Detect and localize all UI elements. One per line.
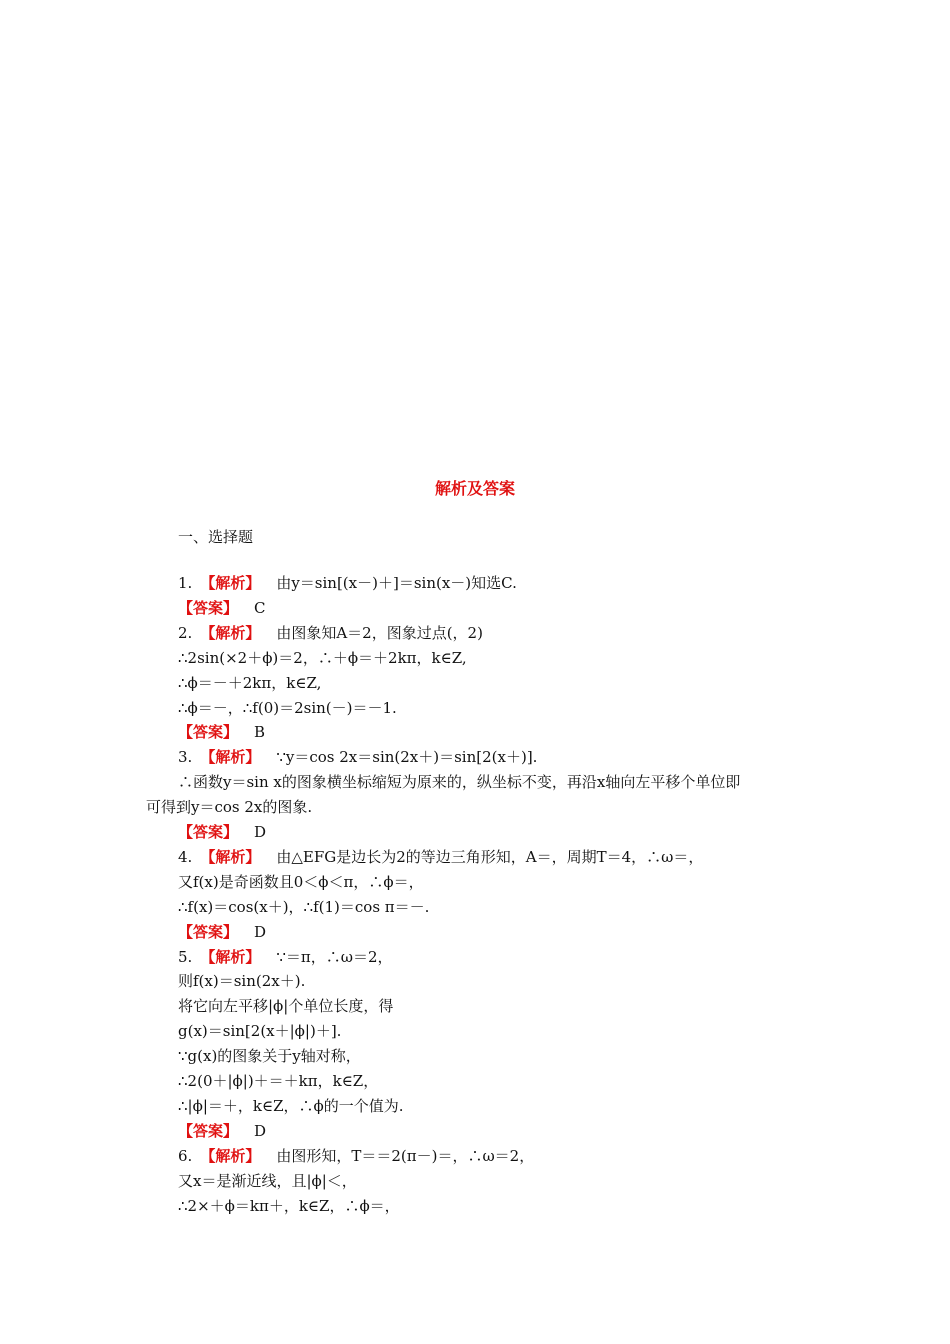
text-line <box>178 770 740 795</box>
answer-line <box>178 920 266 945</box>
text-line <box>178 1169 357 1194</box>
text-line <box>178 646 467 671</box>
text-line <box>178 969 305 994</box>
answer-tag: 【答案】 <box>178 723 239 742</box>
section-heading: 一、选择题 <box>178 528 254 546</box>
question-number: 2. <box>178 623 193 642</box>
answer-tag: 【答案】 <box>178 598 239 617</box>
analysis-line <box>178 945 393 970</box>
line-text: C <box>254 598 266 617</box>
text-line <box>178 671 321 696</box>
line-text: 由△EFG是边长为2的等边三角形知，A＝，周期T＝4，∴ω＝， <box>276 847 704 866</box>
line-text: 由图形知，T＝＝2(π－)＝，∴ω＝2， <box>276 1146 535 1165</box>
question-number: 5. <box>178 947 193 966</box>
line-text: ∴函数y＝sin x的图象横坐标缩短为原来的，纵坐标不变，再沿x轴向左平移个单位即 <box>178 773 741 792</box>
line-text: ∴2sin(×2＋ϕ)＝2，∴＋ϕ＝＋2kπ，k∈Z, <box>178 648 467 667</box>
line-text: 可得到y＝cos 2x的图象. <box>146 798 313 817</box>
answer-tag: 【答案】 <box>178 1121 239 1140</box>
text-line <box>146 795 312 820</box>
answer-tag: 【答案】 <box>178 922 239 941</box>
line-text: ∴|ϕ|＝＋，k∈Z，∴ϕ的一个值为. <box>178 1096 404 1115</box>
text-line <box>178 1194 400 1219</box>
line-text: ∴ϕ＝－，∴f(0)＝2sin(－)＝－1. <box>178 698 397 717</box>
question-number: 4. <box>178 847 193 866</box>
text-line <box>178 895 429 920</box>
analysis-line <box>178 845 703 870</box>
answer-line <box>178 820 266 845</box>
analysis-tag: 【解析】 <box>200 847 261 866</box>
analysis-line <box>178 571 517 596</box>
answer-line <box>178 596 266 621</box>
text-line <box>178 1044 361 1069</box>
line-text: ∴2(0＋|ϕ|)＋＝＋kπ，k∈Z， <box>178 1072 379 1090</box>
analysis-line <box>178 621 483 646</box>
line-text: D <box>254 922 267 941</box>
line-text: ∵y＝cos 2x＝sin(2x＋)＝sin[2(x＋)]. <box>276 748 538 767</box>
text-line <box>178 870 424 895</box>
text-line <box>178 1069 378 1094</box>
question-number: 1. <box>178 574 193 592</box>
answer-line <box>178 720 265 745</box>
line-text: 将它向左平移|ϕ|个单位长度，得 <box>178 997 394 1016</box>
question-number: 3. <box>178 748 193 767</box>
line-text: B <box>254 723 266 742</box>
line-text: 由y＝sin[(x－)＋]＝sin(x－)知选C. <box>276 574 517 592</box>
line-text: D <box>254 823 267 841</box>
line-text: ∵＝π，∴ω＝2， <box>276 947 393 966</box>
analysis-tag: 【解析】 <box>200 623 261 642</box>
line-text: 则f(x)＝sin(2x＋). <box>178 972 306 991</box>
page-title: 解析及答案 <box>434 479 515 498</box>
line-text: ∴ϕ＝－＋2kπ，k∈Z, <box>178 673 322 692</box>
line-text: D <box>254 1121 267 1140</box>
analysis-line <box>178 745 537 770</box>
analysis-tag: 【解析】 <box>200 1146 261 1165</box>
question-number: 6. <box>178 1146 193 1165</box>
analysis-line <box>178 1144 534 1169</box>
analysis-tag: 【解析】 <box>200 574 261 592</box>
answer-tag: 【答案】 <box>178 823 239 841</box>
line-text: 由图象知A＝2，图象过点(，2) <box>276 623 483 642</box>
line-text: 又f(x)是奇函数且0＜ϕ＜π，∴ϕ＝， <box>178 872 424 891</box>
text-line <box>178 1019 341 1044</box>
analysis-tag: 【解析】 <box>200 947 261 966</box>
text-line <box>178 994 393 1019</box>
text-line <box>178 1094 404 1119</box>
line-text: ∴2×＋ϕ＝kπ＋，k∈Z，∴ϕ＝， <box>178 1196 400 1215</box>
analysis-tag: 【解析】 <box>200 748 261 767</box>
line-text: 又x＝是渐近线，且|ϕ|＜， <box>178 1171 357 1190</box>
line-text: ∴f(x)＝cos(x＋)，∴f(1)＝cos π＝－. <box>178 897 430 916</box>
answer-line <box>178 1119 266 1144</box>
text-line <box>178 696 397 721</box>
line-text: ∵g(x)的图象关于y轴对称， <box>178 1047 361 1066</box>
line-text: g(x)＝sin[2(x＋|ϕ|)＋]. <box>178 1022 342 1041</box>
